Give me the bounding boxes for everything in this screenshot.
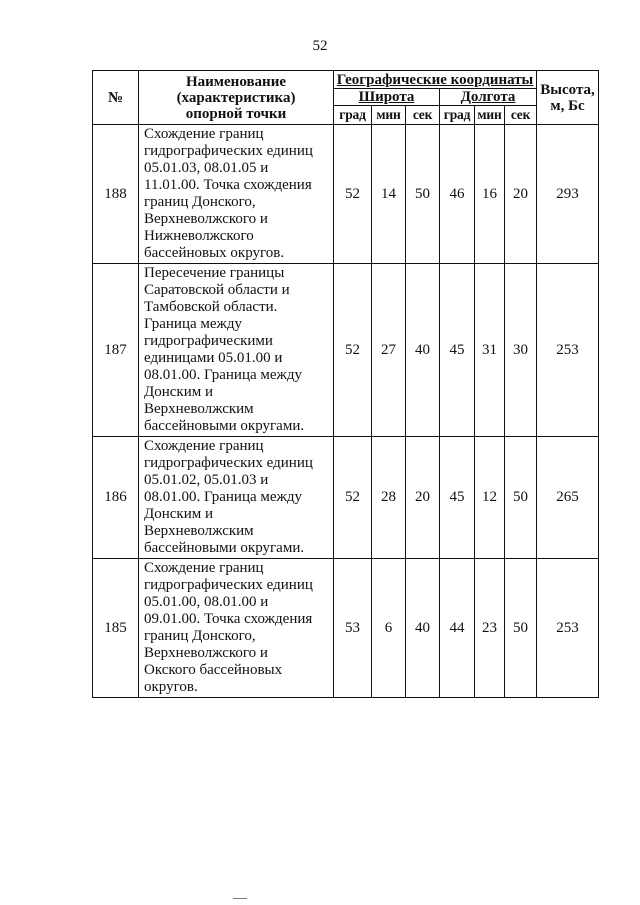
description-line: Пересечение границы xyxy=(144,265,285,281)
description-line: бассейновыми округами. xyxy=(144,418,305,434)
description-line: 05.01.00, 08.01.00 и xyxy=(144,594,269,610)
latitude-seconds: 40 xyxy=(406,264,440,437)
row-description xyxy=(139,264,334,437)
table-row xyxy=(93,125,599,264)
row-description xyxy=(139,437,334,559)
page-number: 52 xyxy=(312,38,328,54)
longitude-degrees: 46 xyxy=(440,125,475,264)
row-number: 185 xyxy=(93,559,139,698)
description-line: Схождение границ xyxy=(144,560,264,576)
table-row xyxy=(93,559,599,698)
description-line: гидрографических единиц xyxy=(144,577,313,593)
description-line: Граница между xyxy=(144,316,243,332)
header-coordinates: Географические координаты xyxy=(334,71,537,89)
description-line: Верхневолжским xyxy=(144,523,254,539)
description-line: бассейновых округов. xyxy=(144,245,285,261)
latitude-minutes: 14 xyxy=(372,125,406,264)
latitude-seconds: 40 xyxy=(406,559,440,698)
latitude-degrees: 52 xyxy=(334,125,372,264)
description-line: Нижневолжского xyxy=(144,228,254,244)
description-line: 08.01.00. Граница между xyxy=(144,489,303,505)
header-latitude: Широта xyxy=(334,89,440,106)
longitude-seconds: 50 xyxy=(505,437,537,559)
latitude-minutes: 27 xyxy=(372,264,406,437)
height-value: 265 xyxy=(537,437,599,559)
row-description xyxy=(139,125,334,264)
header-name xyxy=(139,71,334,125)
longitude-seconds: 20 xyxy=(505,125,537,264)
table-row xyxy=(93,437,599,559)
row-description xyxy=(139,559,334,698)
description-line: 05.01.02, 05.01.03 и xyxy=(144,472,269,488)
description-line: 09.01.00. Точка схождения xyxy=(144,611,313,627)
longitude-minutes: 16 xyxy=(475,125,505,264)
height-value: 253 xyxy=(537,559,599,698)
description-line: Саратовской области и xyxy=(144,282,290,298)
longitude-minutes: 31 xyxy=(475,264,505,437)
description-line: единицами 05.01.00 и xyxy=(144,350,283,366)
longitude-degrees: 45 xyxy=(440,437,475,559)
header-lon-deg: град xyxy=(440,106,475,125)
latitude-degrees: 52 xyxy=(334,437,372,559)
header-lon-sec: сек xyxy=(505,106,537,125)
header-lat-sec: сек xyxy=(406,106,440,125)
description-line: 11.01.00. Точка схождения xyxy=(144,177,312,193)
latitude-minutes: 6 xyxy=(372,559,406,698)
header-name-line2: (характеристика) xyxy=(176,89,296,106)
description-line: границ Донского, xyxy=(144,628,256,644)
latitude-seconds: 50 xyxy=(406,125,440,264)
description-line: 05.01.03, 08.01.05 и xyxy=(144,160,269,176)
description-line: Тамбовской области. xyxy=(144,299,278,315)
latitude-seconds: 20 xyxy=(406,437,440,559)
header-longitude: Долгота xyxy=(440,89,537,106)
header-lat-deg: град xyxy=(334,106,372,125)
header-height-line1: Высота, xyxy=(540,81,595,98)
description-line: гидрографических единиц xyxy=(144,143,313,159)
row-number: 187 xyxy=(93,264,139,437)
table-row xyxy=(93,264,599,437)
header-height-line2: м, Бс xyxy=(550,97,585,114)
description-line: Донским и xyxy=(144,384,214,400)
scan-artifact xyxy=(233,898,247,899)
reference-points-table xyxy=(92,70,599,698)
header-lon-min: мин xyxy=(475,106,505,125)
description-line: гидрографических единиц xyxy=(144,455,313,471)
description-line: Донским и xyxy=(144,506,214,522)
row-number: 186 xyxy=(93,437,139,559)
longitude-minutes: 23 xyxy=(475,559,505,698)
height-value: 253 xyxy=(537,264,599,437)
header-name-line3: опорной точки xyxy=(185,105,287,122)
longitude-minutes: 12 xyxy=(475,437,505,559)
description-line: гидрографическими xyxy=(144,333,273,349)
latitude-degrees: 52 xyxy=(334,264,372,437)
header-lat-min: мин xyxy=(372,106,406,125)
description-line: Схождение границ xyxy=(144,438,264,454)
header-num: № xyxy=(93,71,139,125)
latitude-minutes: 28 xyxy=(372,437,406,559)
description-line: Верхневолжским xyxy=(144,401,254,417)
header-name-line1: Наименование xyxy=(186,73,286,90)
latitude-degrees: 53 xyxy=(334,559,372,698)
table-header xyxy=(93,71,599,125)
description-line: Схождение границ xyxy=(144,126,264,142)
description-line: Верхневолжского и xyxy=(144,211,268,227)
table-body xyxy=(93,125,599,698)
description-line: бассейновыми округами. xyxy=(144,540,305,556)
longitude-degrees: 44 xyxy=(440,559,475,698)
longitude-seconds: 50 xyxy=(505,559,537,698)
description-line: границ Донского, xyxy=(144,194,256,210)
longitude-degrees: 45 xyxy=(440,264,475,437)
description-line: Окского бассейновых xyxy=(144,662,283,678)
description-line: 08.01.00. Граница между xyxy=(144,367,303,383)
row-number: 188 xyxy=(93,125,139,264)
header-height xyxy=(537,71,599,125)
height-value: 293 xyxy=(537,125,599,264)
longitude-seconds: 30 xyxy=(505,264,537,437)
description-line: Верхневолжского и xyxy=(144,645,268,661)
description-line: округов. xyxy=(144,679,198,695)
